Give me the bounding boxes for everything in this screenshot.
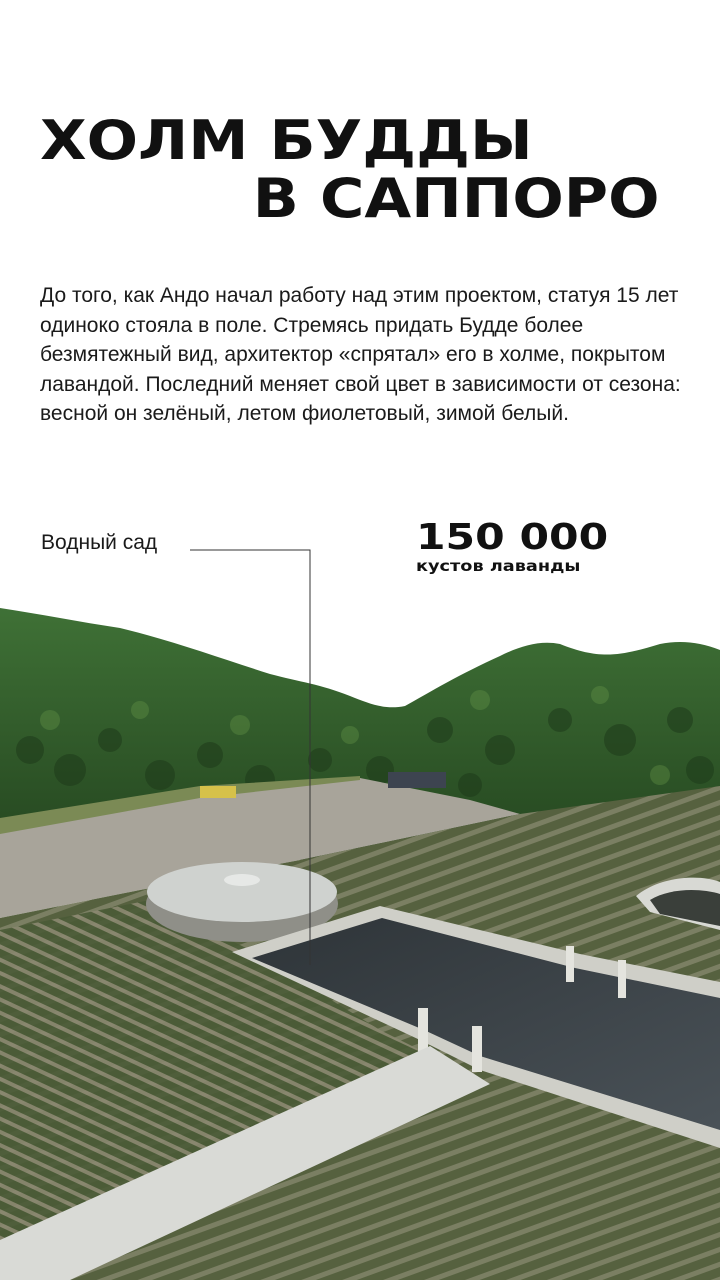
title-line-1: ХОЛМ БУДДЫ <box>40 109 533 172</box>
stat-caption: кустов лаванды <box>416 557 581 575</box>
pillar-2 <box>472 1026 482 1072</box>
stat-number: 150 000 <box>416 517 609 558</box>
rotunda-dome <box>147 862 337 922</box>
pillar-1 <box>418 1008 428 1052</box>
description-paragraph: До того, как Андо начал работу над этим проектом, статуя 15 лет одиноко стояла в поле. Стремясь придать Будде более безмятежный вид, архитектор «спрятал» его в холме, покрытом лавандой. Последний меняет свой цвет в зависимости от сезона: весной он зелёный, летом фиолетовый, зимой белый. <box>40 284 681 425</box>
page-title <box>40 109 720 230</box>
title-line-2: В САППОРО <box>252 167 660 230</box>
water-garden-label: Водный сад <box>41 531 158 554</box>
pillar-3 <box>566 946 574 982</box>
building <box>388 772 446 788</box>
rotunda-top <box>224 874 260 886</box>
lavander-stat <box>416 518 696 574</box>
truck <box>200 786 236 798</box>
pillar-4 <box>618 960 626 998</box>
aerial-photo <box>0 600 720 1280</box>
